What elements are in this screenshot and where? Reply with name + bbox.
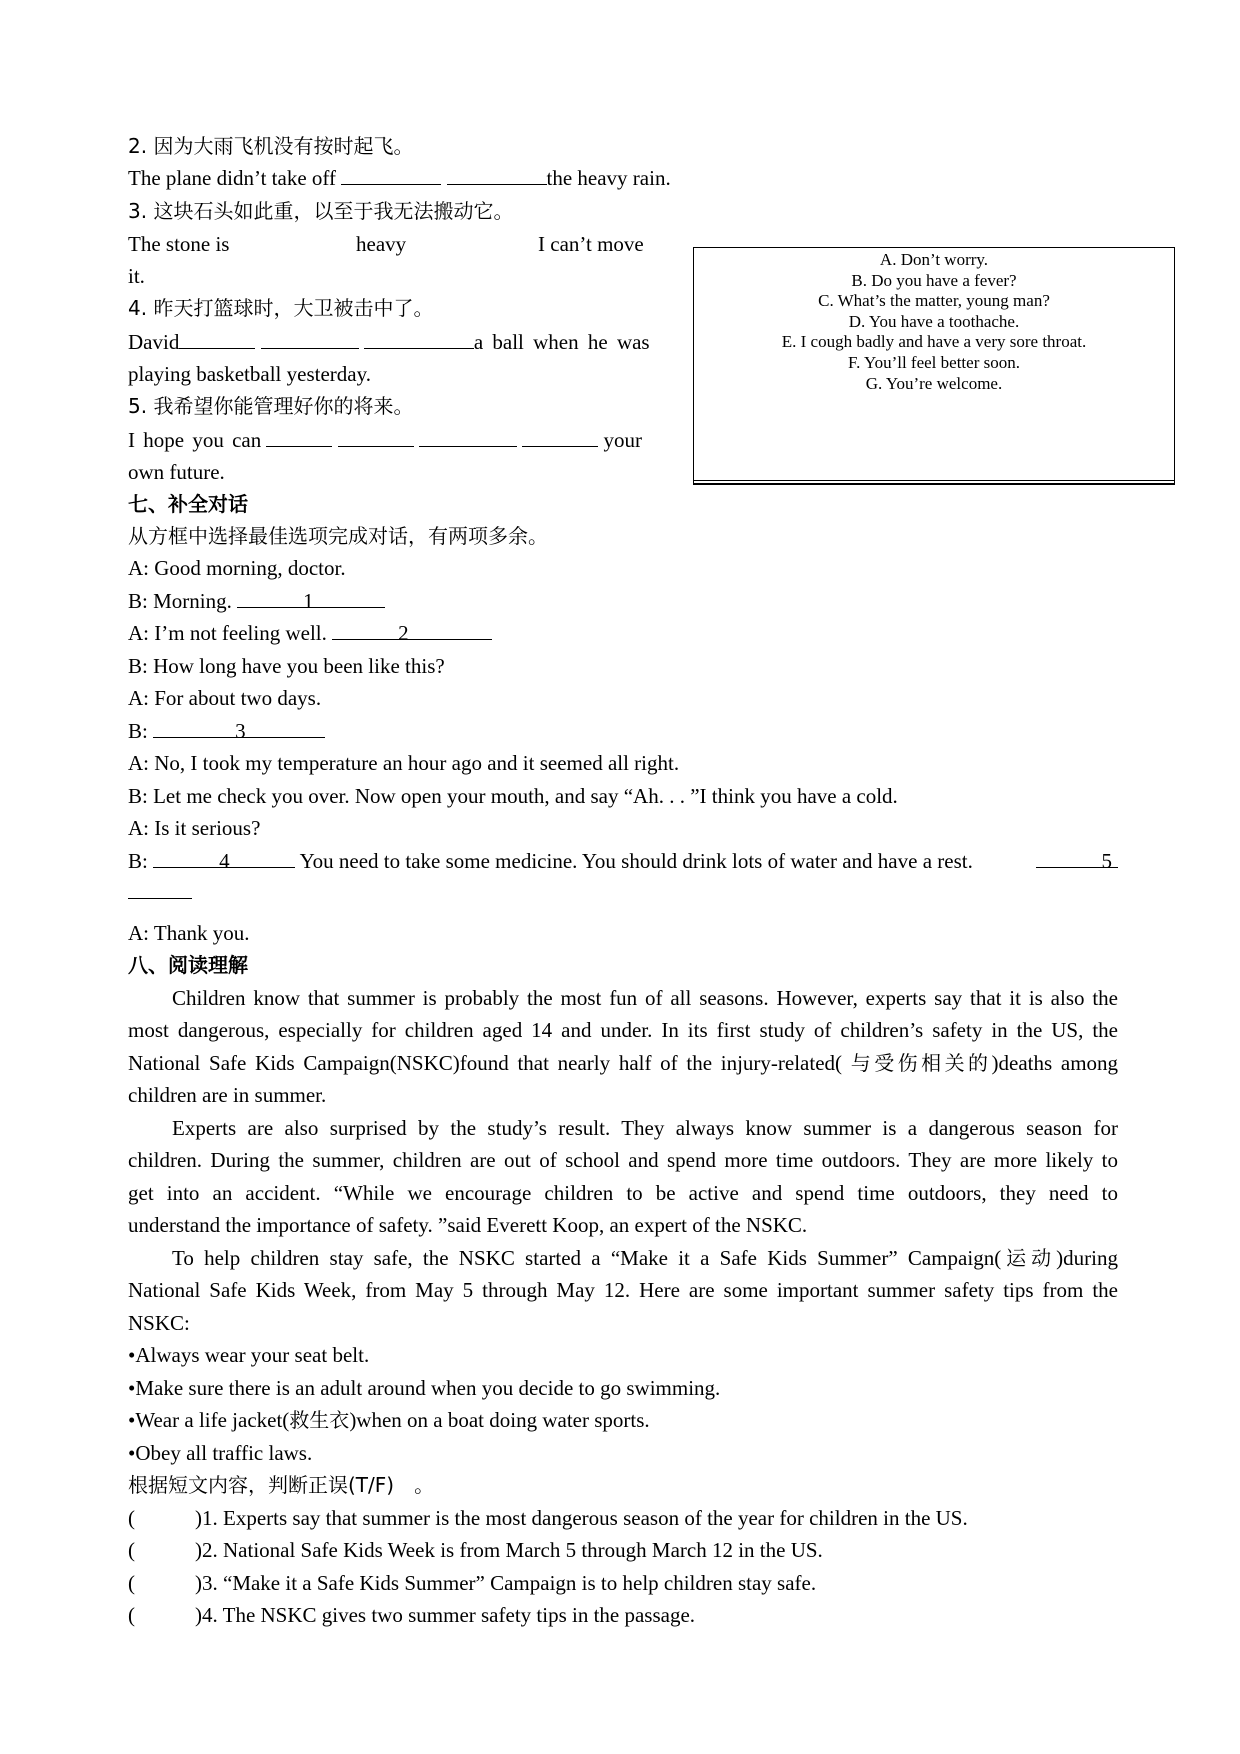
passage-p3-line3: NSKC: (128, 1311, 190, 1335)
q3-text-1: The stone is (128, 232, 230, 256)
q3-chinese: 3. 这块石头如此重，以至于我无法搬动它。 (128, 199, 514, 223)
dialogue-blank-1[interactable] (237, 587, 385, 613)
q5-blank-2[interactable] (338, 426, 414, 447)
tf-paren-1: ( (128, 1506, 135, 1530)
q5-english (128, 426, 668, 454)
passage-p3-line2: National Safe Kids Week, from May 5 through May 12. Here are some important summer safety tips from the (128, 1278, 1118, 1302)
q2-english (128, 164, 671, 192)
dialogue-line-3-text: A: I’m not feeling well. (128, 621, 327, 645)
dialogue-line-10-text-a: B: (128, 849, 148, 873)
passage-p2-line3: get into an accident. “While we encourage children to be active and spend time outdoors, they need to (128, 1181, 1118, 1205)
dialogue-line-11: A: Thank you. (128, 921, 250, 945)
q5-chinese: 5. 我希望你能管理好你的将来。 (128, 394, 414, 418)
q5-text-b: your (603, 428, 642, 452)
q4-blank-3[interactable] (364, 328, 474, 349)
passage-p2-line2: children. During the summer, children are out of school and spend more time outdoors. They are more likely to (128, 1148, 1118, 1172)
q4-english-cont: playing basketball yesterday. (128, 362, 371, 386)
q4-chinese: 4. 昨天打篮球时，大卫被击中了。 (128, 296, 434, 320)
option-f: F. You’ll feel better soon. (848, 352, 1020, 372)
p3-line1-a: To help children stay safe, the NSKC started a “Make it a Safe Kids Summer” Campaign( (172, 1246, 1002, 1270)
blank-number-2: 2 (398, 621, 409, 645)
tf-question-3 (128, 1569, 816, 1597)
p3-line1-b: )during (1056, 1246, 1118, 1270)
section8-heading: 八、阅读理解 (128, 953, 248, 977)
q2-chinese: 2. 因为大雨飞机没有按时起飞。 (128, 134, 414, 158)
option-d: D. You have a toothache. (848, 311, 1020, 331)
dialogue-line-10-text-b: You need to take some medicine. You should drink lots of water and have a rest. (299, 849, 973, 873)
p1-line3-b: )deaths among (991, 1051, 1119, 1075)
tip3-a: •Wear a life jacket( (128, 1408, 290, 1432)
dialogue-blank-5[interactable] (1036, 847, 1118, 873)
passage-p1-line1: Children know that summer is probably the most fun of all seasons. However, experts say that it is also the (172, 986, 1118, 1010)
option-e: E. I cough badly and have a very sore throat. (781, 332, 1087, 352)
passage-p1-line2: most dangerous, especially for children aged 14 and under. In its first study of children’s safety in the US, the (128, 1018, 1118, 1042)
section7-instruction: 从方框中选择最佳选项完成对话，有两项多余。 (128, 524, 548, 548)
option-b: B. Do you have a fever? (851, 270, 1017, 290)
q3-text-2: heavy (356, 232, 407, 256)
passage-p3-line1 (128, 1244, 1118, 1272)
safety-tip-3 (128, 1406, 650, 1434)
q4-blank-1[interactable] (179, 328, 255, 349)
q2-text-b: the heavy rain. (546, 166, 671, 190)
tf-question-4 (128, 1601, 695, 1629)
tf-paren-3: ( (128, 1571, 135, 1595)
dialogue-line-6 (128, 717, 325, 745)
tip3-cn: 救生衣 (289, 1408, 350, 1432)
dialogue-line-6-text: B: (128, 719, 148, 743)
tf-text-4: )4. The NSKC gives two summer safety tips in the passage. (195, 1603, 696, 1627)
q4-text-a: David (128, 330, 180, 354)
p3-line1-cn: 运动 (1001, 1246, 1057, 1270)
passage-p2-line4: understand the importance of safety. ”said Everett Koop, an expert of the NSKC. (128, 1213, 808, 1237)
tf-text-2: )2. National Safe Kids Week is from March 5 through March 12 in the US. (195, 1538, 823, 1562)
tf-paren-2: ( (128, 1538, 135, 1562)
dialogue-line-1: A: Good morning, doctor. (128, 556, 346, 580)
dialogue-line-4: B: How long have you been like this? (128, 654, 445, 678)
dialogue-line-7: A: No, I took my temperature an hour ago and it seemed all right. (128, 751, 680, 775)
safety-tip-1: •Always wear your seat belt. (128, 1343, 370, 1367)
tf-paren-4: ( (128, 1603, 135, 1627)
passage-p1-line4: children are in summer. (128, 1083, 327, 1107)
blank-number-5: 5 (1101, 849, 1112, 873)
q5-blank-4[interactable] (522, 426, 598, 447)
q2-text-a: The plane didn’t take off (128, 166, 336, 190)
q3-english-cont: it. (128, 264, 145, 288)
tf-text-1: )1. Experts say that summer is the most dangerous season of the year for children in the US. (195, 1506, 968, 1530)
dialogue-line-3 (128, 619, 492, 647)
p1-line3-a: National Safe Kids Campaign(NSKC)found that nearly half of the injury-related( (128, 1051, 843, 1075)
option-a: A. Don’t worry. (879, 250, 989, 269)
q5-blank-1[interactable] (266, 426, 332, 447)
blank-number-3: 3 (235, 719, 246, 743)
dialogue-line-8: B: Let me check you over. Now open your mouth, and say “Ah. . . ”I think you have a cold. (128, 784, 898, 808)
q2-blank-2[interactable] (447, 164, 547, 185)
tf-question-1 (128, 1504, 968, 1532)
safety-tip-2: •Make sure there is an adult around when you decide to go swimming. (128, 1376, 721, 1400)
q3-text-3: I can’t move (538, 232, 644, 256)
passage-p1-line3 (128, 1049, 1118, 1077)
dialogue-line-2 (128, 587, 385, 615)
blank-number-4: 4 (219, 849, 230, 873)
q4-text-b: a ball when he was (473, 330, 650, 354)
safety-tip-4: •Obey all traffic laws. (128, 1441, 313, 1465)
p1-line3-cn: 与受伤相关的 (850, 1051, 992, 1075)
q2-blank-1[interactable] (341, 164, 441, 185)
options-box (693, 247, 1175, 481)
section7-heading: 七、补全对话 (128, 492, 248, 516)
blank-number-1: 1 (303, 589, 314, 613)
q5-english-cont: own future. (128, 460, 225, 484)
q3-english (128, 230, 668, 258)
dialogue-line-10 (128, 847, 1118, 875)
dialogue-blank-5-cont[interactable] (128, 898, 192, 899)
tf-question-2 (128, 1536, 823, 1564)
q4-blank-2[interactable] (261, 328, 359, 349)
dialogue-blank-4[interactable] (153, 847, 295, 873)
dialogue-blank-2[interactable] (332, 619, 492, 645)
dialogue-line-9: A: Is it serious? (128, 816, 261, 840)
passage-p2-line1: Experts are also surprised by the study’s result. They always know summer is a dangerous season for (172, 1116, 1118, 1140)
option-c: C. What’s the matter, young man? (818, 291, 1050, 311)
dialogue-line-5: A: For about two days. (128, 686, 322, 710)
q4-english (128, 328, 668, 356)
tip3-b: )when on a boat doing water sports. (349, 1408, 650, 1432)
option-g: G. You’re welcome. (865, 373, 1003, 393)
q5-blank-3[interactable] (419, 426, 517, 447)
dialogue-line-2-text: B: Morning. (128, 589, 232, 613)
tf-instruction: 根据短文内容，判断正误(T/F) 。 (128, 1473, 435, 1497)
q5-text-a: I hope you can (128, 428, 262, 452)
tf-text-3: )3. “Make it a Safe Kids Summer” Campaign is to help children stay safe. (195, 1571, 817, 1595)
dialogue-blank-3[interactable] (153, 717, 325, 743)
